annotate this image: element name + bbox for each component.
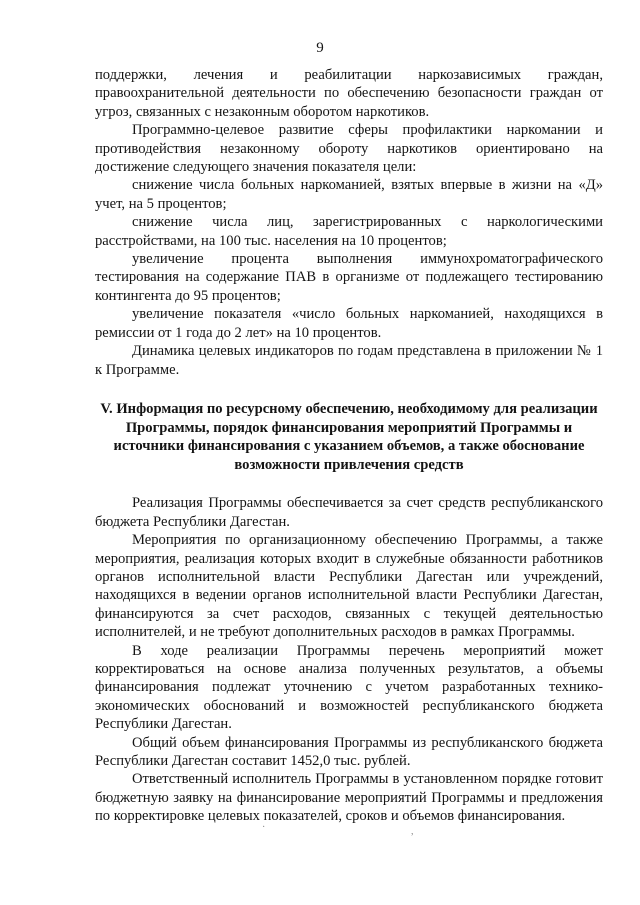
document-body <box>95 66 603 826</box>
scan-speck: , <box>411 826 414 837</box>
paragraph: Ответственный исполнитель Программы в установленном порядке готовит бюджетную заявку на финансирование мероприятий Программы и предложения по корректировке целевых показателей, сроков и объемов финансирования. <box>95 771 603 825</box>
scan-speck: · <box>262 822 266 833</box>
paragraph: Динамика целевых индикаторов по годам представлена в приложении № 1 к Программе. <box>95 343 603 378</box>
paragraph: поддержки, лечения и реабилитации наркозависимых граждан, правоохранительной деятельности по обеспечению безопасности граждан от угроз, связанных с незаконным оборотом наркотиков. <box>95 67 603 120</box>
paragraph: снижение числа больных наркоманией, взятых впервые в жизни на «Д» учет, на 5 процентов; <box>95 177 603 212</box>
paragraph: увеличение процента выполнения иммунохроматографического тестирования на содержание ПАВ в организме от подлежащего тестированию контингента до 95 процентов; <box>95 251 603 304</box>
page-number: 9 <box>316 40 324 56</box>
paragraph: Мероприятия по организационному обеспечению Программы, а также мероприятия, реализация которых входит в служебные обязанности работников органов исполнительной власти Республики Дагестан или учреждений, находящихся в ведении органов исполнительной власти Республики Дагестан, финансируются за счет расходов, связанных с текущей деятельностью исполнителей, и не требуют дополнительных расходов в рамках Программы. <box>95 532 603 641</box>
paragraph: Реализация Программы обеспечивается за счет средств республиканского бюджета Республики Дагестан. <box>95 495 603 530</box>
section-heading: V. Информация по ресурсному обеспечению, необходимому для реализации Программы, порядок финансирования мероприятий Программы и источники финансирования с указанием объемов, а также обоснование возможности привлечения средств <box>100 400 598 473</box>
paragraph: Общий объем финансирования Программы из республиканского бюджета Республики Дагестан составит 1452,0 тыс. рублей. <box>95 734 603 769</box>
paragraphs-after-heading <box>95 494 603 825</box>
paragraph: снижение числа лиц, зарегистрированных с наркологическими расстройствами, на 100 тыс. населения на 10 процентов; <box>95 214 603 249</box>
paragraph: Программно-целевое развитие сферы профилактики наркомании и противодействия незаконному обороту наркотиков ориентировано на достижение следующего значения показателя цели: <box>95 122 603 176</box>
paragraphs-before-heading <box>95 66 603 379</box>
paragraph: В ходе реализации Программы перечень мероприятий может корректироваться на основе анализа полученных результатов, а объемы финансирования подлежат уточнению с учетом разработанных технико-экономических обоснований и возможностей республиканского бюджета Республики Дагестан. <box>95 642 603 733</box>
paragraph: увеличение показателя «число больных наркоманией, находящихся в ремиссии от 1 года до 2 лет» на 10 процентов. <box>95 306 603 341</box>
